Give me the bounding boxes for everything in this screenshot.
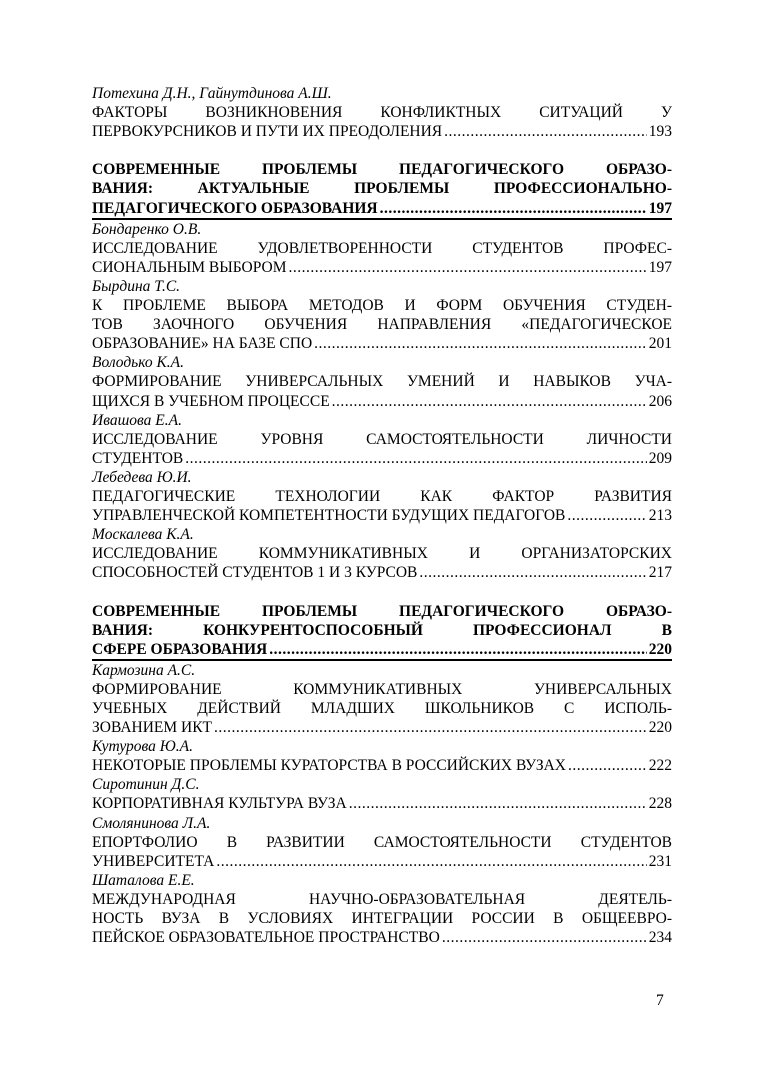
page-ref: 217 [648, 564, 672, 582]
section-spacer [92, 141, 672, 160]
entry-title-line: ФАКТОРЫ ВОЗНИКНОВЕНИЯ КОНФЛИКТНЫХ СИТУАЦИЙ У [92, 104, 672, 122]
toc-entry [92, 814, 672, 871]
dot-leader [185, 449, 647, 468]
entry-title-line: УЧЕБНЫХ ДЕЙСТВИЙ МЛАДШИХ ШКОЛЬНИКОВ С ИСПОЛЬ- [92, 700, 672, 717]
page-ref: 220 [648, 640, 672, 658]
page-ref: 231 [648, 852, 672, 870]
title-text: ПЕЙСКОЕ ОБРАЗОВАТЕЛЬНОЕ ПРОСТРАНСТВО [92, 929, 440, 947]
section-title-line [92, 640, 672, 661]
page-ref: 197 [648, 199, 672, 217]
dot-leader [314, 334, 647, 353]
section-heading [92, 160, 672, 219]
title-text: ПЕДАГОГИЧЕСКОГО ОБРАЗОВАНИЯ [92, 199, 378, 217]
page-ref: 213 [648, 507, 672, 525]
page-ref: 209 [648, 449, 672, 467]
entry-title-line [92, 449, 672, 468]
page-ref: 222 [648, 757, 672, 775]
entry-title-line: ПЕДАГОГИЧЕСКИЕ ТЕХНОЛОГИИ КАК ФАКТОР РАЗВИТИЯ [92, 487, 672, 505]
section-title-line: СОВРЕМЕННЫЕ ПРОБЛЕМЫ ПЕДАГОГИЧЕСКОГО ОБРАЗО- [92, 161, 672, 179]
entry-author: Ивашова Е.А. [92, 411, 182, 429]
entry-author: Москалева К.А. [92, 526, 194, 544]
entry-title-line [92, 852, 672, 871]
page-ref: 201 [648, 335, 672, 353]
entry-title-line [92, 718, 672, 737]
toc-entry [92, 661, 672, 737]
toc-entry [92, 220, 672, 277]
title-text: СПОСОБНОСТЕЙ СТУДЕНТОВ 1 И 3 КУРСОВ [92, 564, 418, 582]
entry-title-line: МЕЖДУНАРОДНАЯ НАУЧНО-ОБРАЗОВАТЕЛЬНАЯ ДЕЯТЕЛЬ- [92, 890, 672, 908]
entry-author: Сиротинин Д.С. [92, 776, 200, 794]
entry-title-line [92, 122, 672, 141]
title-text: УНИВЕРСИТЕТА [92, 852, 215, 870]
entry-author: Смолянинова Л.А. [92, 814, 211, 832]
title-text: ЗОВАНИЕМ ИКТ [92, 719, 213, 737]
dot-leader [269, 640, 647, 659]
entry-author: Шаталова Е.Е. [92, 871, 195, 889]
dot-leader [214, 718, 647, 737]
toc-entry [92, 775, 672, 813]
page-ref: 220 [648, 719, 672, 737]
dot-leader [216, 852, 646, 871]
dot-leader [349, 794, 647, 813]
title-text: НЕКОТОРЫЕ ПРОБЛЕМЫ КУРАТОРСТВА В РОССИЙСКИХ ВУЗАХ [92, 757, 566, 775]
title-text: ПЕРВОКУРСНИКОВ И ПУТИ ИХ ПРЕОДОЛЕНИЯ [92, 123, 443, 141]
page-ref: 206 [648, 392, 672, 410]
toc-entry [92, 277, 672, 353]
dot-leader [380, 199, 647, 218]
dot-leader [332, 392, 647, 411]
entry-author: Лебедева Ю.И. [92, 468, 192, 486]
page-ref: 193 [648, 123, 672, 141]
entry-title-line [92, 928, 672, 947]
entry-title-line: ТОВ ЗАОЧНОГО ОБУЧЕНИЯ НАПРАВЛЕНИЯ «ПЕДАГОГИЧЕСКОЕ [92, 316, 672, 334]
table-of-contents [92, 84, 672, 947]
section-heading [92, 602, 672, 661]
entry-title-line: ИССЛЕДОВАНИЕ УРОВНЯ САМОСТОЯТЕЛЬНОСТИ ЛИЧНОСТИ [92, 430, 672, 448]
toc-entry [92, 468, 672, 525]
entry-title-line: ИССЛЕДОВАНИЕ УДОВЛЕТВОРЕННОСТИ СТУДЕНТОВ ПРОФЕС- [92, 239, 672, 257]
dot-leader [568, 756, 647, 775]
entry-title-line: ИССЛЕДОВАНИЕ КОММУНИКАТИВНЫХ И ОРГАНИЗАТОРСКИХ [92, 545, 672, 563]
page-ref: 234 [648, 929, 672, 947]
toc-entry [92, 871, 672, 947]
entry-title-line [92, 392, 672, 411]
title-text: СИОНАЛЬНЫМ ВЫБОРОМ [92, 258, 287, 276]
title-text: ОБРАЗОВАНИЕ» НА БАЗЕ СПО [92, 335, 313, 353]
entry-author: Кутурова Ю.А. [92, 738, 193, 756]
toc-entry [92, 411, 672, 468]
toc-entry [92, 525, 672, 582]
entry-title-line: ФОРМИРОВАНИЕ КОММУНИКАТИВНЫХ УНИВЕРСАЛЬНЫХ [92, 680, 672, 698]
entry-title-line: ФОРМИРОВАНИЕ УНИВЕРСАЛЬНЫХ УМЕНИЙ И НАВЫКОВ УЧА- [92, 373, 672, 391]
entry-title-line [92, 756, 672, 775]
section-title-line: СОВРЕМЕННЫЕ ПРОБЛЕМЫ ПЕДАГОГИЧЕСКОГО ОБРАЗО- [92, 602, 672, 620]
entry-title-line [92, 334, 672, 353]
title-text: ЩИХСЯ В УЧЕБНОМ ПРОЦЕССЕ [92, 392, 330, 410]
entry-title-line: К ПРОБЛЕМЕ ВЫБОРА МЕТОДОВ И ФОРМ ОБУЧЕНИЯ СТУДЕН- [92, 297, 672, 315]
entry-author: Бондаренко О.В. [92, 220, 202, 238]
toc-entry [92, 353, 672, 410]
entry-author: Быpдина Т.С. [92, 277, 181, 295]
entry-title-line: ЕПОРТФОЛИО В РАЗВИТИИ САМОСТОЯТЕЛЬНОСТИ СТУДЕНТОВ [92, 833, 672, 851]
entry-author: Потехина Д.Н., Гайнутдинова А.Ш. [92, 85, 332, 102]
dot-leader [442, 928, 647, 947]
title-text: СТУДЕНТОВ [92, 449, 184, 467]
toc-entry [92, 84, 672, 141]
dot-leader [444, 122, 647, 141]
dot-leader [289, 258, 647, 277]
section-spacer [92, 582, 672, 601]
entry-author: Володько К.А. [92, 354, 185, 372]
title-text: СФЕРЕ ОБРАЗОВАНИЯ [92, 640, 268, 658]
entry-title-line: НОСТЬ ВУЗА В УСЛОВИЯХ ИНТЕГРАЦИИ РОССИИ В ОБЩЕЕВРО- [92, 910, 672, 928]
entry-author: Кармозина А.С. [92, 661, 196, 679]
entry-title-line [92, 794, 672, 813]
entry-title-line [92, 563, 672, 582]
toc-entry [92, 737, 672, 775]
title-text: КОРПОРАТИВНАЯ КУЛЬТУРА ВУЗА [92, 795, 347, 813]
page-number: 7 [656, 992, 664, 1009]
dot-leader [419, 563, 646, 582]
dot-leader [567, 506, 646, 525]
entry-title-line [92, 258, 672, 277]
page-ref: 228 [648, 795, 672, 813]
section-title-line: ВАНИЯ: КОНКУРЕНТОСПОСОБНЫЙ ПРОФЕССИОНАЛ В [92, 621, 672, 639]
page-ref: 197 [648, 258, 672, 276]
section-title-line: ВАНИЯ: АКТУАЛЬНЫЕ ПРОБЛЕМЫ ПРОФЕССИОНАЛЬНО- [92, 180, 672, 198]
entry-title-line [92, 506, 672, 525]
title-text: УПРАВЛЕНЧЕСКОЙ КОМПЕТЕНТНОСТИ БУДУЩИХ ПЕДАГОГОВ [92, 507, 566, 525]
section-title-line [92, 199, 672, 220]
